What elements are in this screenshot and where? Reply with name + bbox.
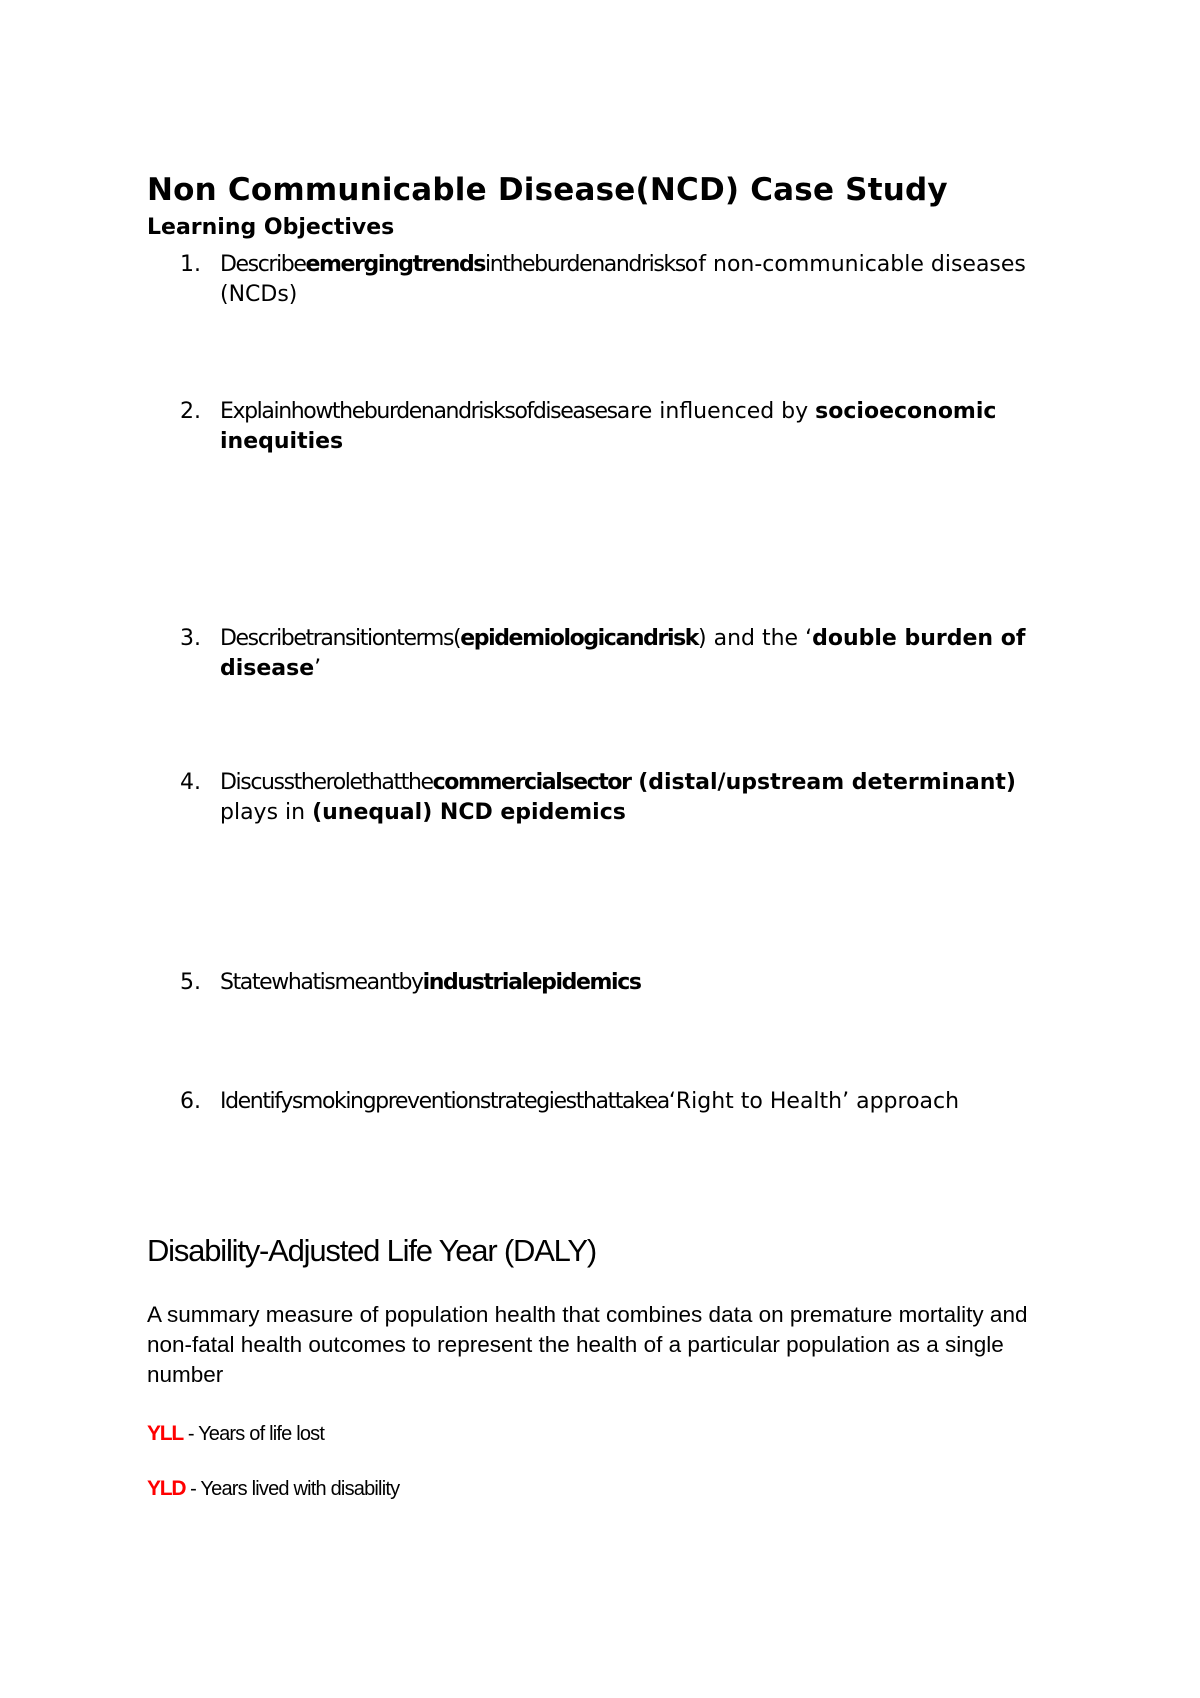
objective-text: Describetransitionterms( xyxy=(220,626,461,651)
page-title: Non Communicable Disease(NCD) Case Study xyxy=(147,172,948,208)
objective-text: (distal/upstream determinant) xyxy=(630,770,1016,795)
term-abbreviation: YLL xyxy=(147,1422,184,1445)
daly-heading: Disability-Adjusted Life Year (DALY) xyxy=(147,1233,597,1268)
objective-number: 4. xyxy=(180,770,201,795)
objective-item-4 xyxy=(180,768,1080,828)
objective-text: (unequal) NCD epidemics xyxy=(312,800,626,825)
objective-text: double burden of disease xyxy=(220,626,1026,681)
term-yld xyxy=(147,1477,399,1501)
objective-text: industrialepidemics xyxy=(422,970,641,995)
objective-text: ‘Right to Health’ approach xyxy=(668,1089,960,1114)
objective-text: commercialsector xyxy=(432,770,631,795)
daly-description: A summary measure of population health that combines data on premature mortality and non-fatal health outcomes to represent the health of a particular population as a single number xyxy=(147,1302,1028,1387)
objective-text: intheburdenandrisks xyxy=(485,252,685,277)
objective-text: ’ xyxy=(314,656,322,681)
objective-text: of non-communicable diseases (NCDs) xyxy=(220,252,1026,307)
term-definition: - Years of life lost xyxy=(183,1423,325,1445)
objective-text: ) and the ‘ xyxy=(698,626,813,651)
term-yll xyxy=(147,1422,324,1446)
objective-item-6 xyxy=(180,1087,1080,1117)
term-definition: - Years lived with disability xyxy=(185,1478,400,1500)
objective-text: plays in xyxy=(220,800,313,825)
objective-number: 5. xyxy=(180,970,201,995)
objective-text: Statewhatismeantby xyxy=(220,970,423,995)
objective-text: Explainhowtheburdenandrisksofdiseases xyxy=(220,399,617,424)
objective-item-1 xyxy=(180,250,1080,310)
term-abbreviation: YLD xyxy=(147,1477,186,1500)
objective-item-5 xyxy=(180,968,1080,998)
objective-text: epidemiologicandrisk xyxy=(460,626,699,651)
objective-item-2 xyxy=(180,397,1080,457)
objective-text: socioeconomic inequities xyxy=(220,399,997,454)
objective-text: emergingtrends xyxy=(305,252,486,277)
objective-text: Discusstherolethatthe xyxy=(220,770,433,795)
objective-text: are influenced by xyxy=(616,399,816,424)
objective-number: 6. xyxy=(180,1089,201,1114)
objective-text: Describe xyxy=(220,252,306,277)
section-subtitle: Learning Objectives xyxy=(147,215,395,240)
objective-number: 1. xyxy=(180,252,201,277)
objective-text: Identifysmokingpreventionstrategiesthattakea xyxy=(220,1089,669,1114)
objective-item-3 xyxy=(180,624,1080,684)
objective-number: 2. xyxy=(180,399,201,424)
objective-number: 3. xyxy=(180,626,201,651)
